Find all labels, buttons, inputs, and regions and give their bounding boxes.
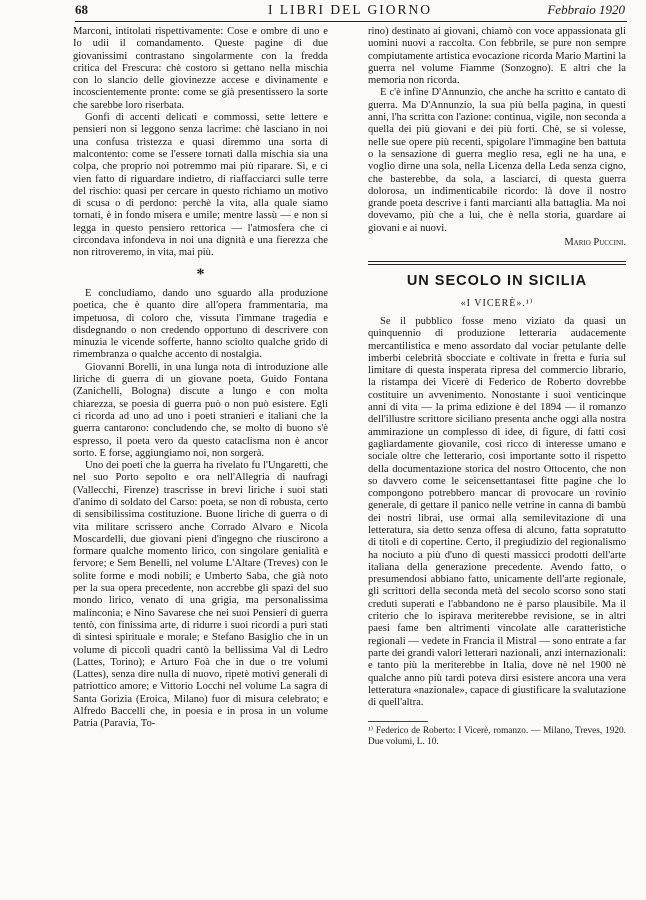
- journal-title: I LIBRI DEL GIORNO: [267, 2, 433, 17]
- paragraph: rino) destinato ai giovani, chiamò con voce appassionata gli uomini nuovi a raccolta. Con febbrile, se pure non sempre compiutamente artistica evocazione ricorda Mario Martini la guerra nel volume Fiamme (Sonzogno). E altri che la memoria non ricorda.: [368, 26, 626, 87]
- paragraph: E c'è infine D'Annunzio, che anche ha scritto e cantato di guerra. Ma D'Annunzio, la sua più bella pagina, in questi anni, l'ha scritta con l'azione: continua, vigile, non seconda a quella dei più giovani e dei più forti. Chè, se si volesse, nelle sue opere più recenti, spigolare l'immagine ben battuta o la sensazione di guerra meglio resa, egli ne ha una, e voglio dirne una sola, nella Licenza della Leda senza cigno, che basterebbe, da sola, a lasciarci, di questa guerra dolorosa, un indimenticabile ricordo: là dove il nostro grande poeta descrive i fanti marcianti alla battaglia. Ma noi dovevamo, più che a lui, che è nella storia, guardare ai giovani e ai nuovi.: [368, 87, 626, 234]
- footnote: ¹⁾ Federico de Roberto: I Vicerè, romanzo. — Milano, Treves, 1920. Due volumi, L. 10.: [368, 726, 626, 748]
- paragraph: Giovanni Borelli, in una lunga nota di introduzione alle liriche di guerra di un giovane poeta, Guido Fontana (Zanichelli, Bologna) discute a lungo e con molta chiarezza, se poesia di guerra può o non può esistere. Egli ci ricorda ad uno ad uno i poeti stranieri e italiani che la guerra cantarono: concludendo che, se molto di buono s'è espresso, il poeta vero da questo cataclisma non è ancor sorto. E forse, aggiungiamo noi, non sorgerà.: [73, 361, 328, 459]
- right-column: [368, 26, 626, 748]
- paragraph: Se il pubblico fosse meno viziato da quasi un quinquennio di produzione letteraria audacemente mercantilistica e meno assordato dal vociar petulante delle imberbi celebrità sbocciate e coltivate in fretta e furia sul limitare di questa insperata ripresa del commercio librario, la ristampa dei Vicerè di Federico de Roberto dovrebbe costituire un avvenimento. Nonostante i suoi venticinque anni di vita — la prima edizione è del 1894 — il romanzo dell'illustre scrittore siciliano presenta anche oggi alla nostra ammirazione un complesso di idee, di figure, di fatti così gagliardamente giovanile, così ricco di interesse umano e sociale oltre che letterario, così importante sotto il rispetto della documentazione storica del nostro Ottocento, che non so davvero come le seicensettantasei fitte pagine che lo compongono potrebbero mancar di provocare un rovinio generale, di gettare il panico nelle vetrine in canna di bambù dei nostri librai, use ormai alla semilevitazione di una letteratura, sia detto senza offesa di alcuno, fatta sopratutto di titoli e di copertine. Certo, il pregiudizio del regionalismo ha nociuto a più d'uno di questi massicci prodotti dell'arte italiana della generazione precedente. Avendo fatto, o presumendosi abbiano fatto, unicamente dell'arte regionale, gli scrittori della seconda metà del secolo scorso sono stati creduti superati e l'abbandono ne è parso plausibile. Ma il criterio che lo ispirava meriterebbe revisione, se in altri paesi fame ben altrimenti vincolate alle caratteristiche regionali — vedete in Francia il Mistral — sono entrate a far parte dei grandi valori letterari nazionali, anzi internazionali: e tanto più la meriterebbe in Italia, dove nè nel 1900 nè qualche anno più tardi poteva dirsi esistere ancora una vera letteratura «nazionale», capace di giustificare la svalutazione di quell'altra.: [368, 315, 626, 709]
- section-subheading: «I VICERÈ».¹⁾: [460, 297, 534, 309]
- page-header: [75, 2, 625, 22]
- header-rule: [75, 21, 627, 22]
- left-column: [73, 26, 328, 731]
- section-heading: UN SECOLO IN SICILIA: [406, 273, 588, 290]
- page-number: 68: [75, 2, 88, 17]
- author-signature: Mario Puccini.: [564, 237, 626, 249]
- paragraph: E concludiamo, dando uno sguardo alla produzione poetica, che è quanto dire all'opera frammentaria, ma impetuosa, di coloro che, vissuta l'immane tragedia e disdegnando o non credendo opportuno di descrivere con minuzia le vicende sofferte, hanno sciolto qualche grido di rimembranza o qualche accento di nostalgia.: [73, 287, 328, 361]
- issue-date: Febbraio 1920: [547, 2, 625, 17]
- section-rule: [368, 261, 626, 262]
- footnote-rule: [368, 721, 428, 722]
- paragraph: Uno dei poeti che la guerra ha rivelato fu l'Ungaretti, che nel suo Porto sepolto e ora nell'Allegria di naufragi (Vallecchi, Firenze) trascrisse in brevi liriche i suoi stati d'animo di soldato del Carso: poeta, se non di robusta, certo di sensibilissima costituzione. Buone liriche di guerra o di vita militare scrissero anche Corrado Alvaro e Nicola Moscardelli, due giovani pieni d'ingegno che riuscirono a formare qualche momento lirico, con singolare genialità e fervore; e Sem Benelli, nel volume L'Altare (Treves) con le solite forme e modi nobili; e Umberto Saba, che già noto per la sua opera precedente, non accrebbe gli spazi del suo mondo lirico, venato di una grigia, ma personalissima malinconia; e Nino Savarese che nei suoi Pensieri di guerra tentò, con finissima arte, di ridurre i suoi ricordi a puri stati di sintesi spirituale e morale; e Stefano Basiglio che in un volume di piccoli quadri cantò la bellissima Val di Ledro (Lattes, Torino); e Arturo Foà che in due o tre volumi (Lattes), senza dire nulla di nuovo, ripetè motivi generali di patriottico amore; e Vittorio Locchi nel volume La sagra di Santa Gorizia (Eroica, Milano) fuor di misura celebrato; e Alfredo Baccelli che, in poesia e in prosa in un volume Patria (Paravia, To-: [73, 460, 328, 730]
- paragraph: Marconi, intitolati rispettivamente: Cose e ombre di uno e Io udii il comandamento. Queste pagine di due giovanissimi contrastano singolarmente con la fredda critica del Frescura: chè costoro si gettano nella mischia con lo slancio delle giovinezze accese e divinamente e incoscientemente pronte: come se già presentissero la sorte che sarebbe loro riserbata.: [73, 26, 328, 111]
- paragraph: Gonfi di accenti delicati e commossi, sette lettere e pensieri non si leggono senza lacrime: chè lasciano in noi una confusa tristezza e quasi diremmo una sorta di malcontento: come se l'essere tornati dalla mischia sia una colpa, che proprio noi potremmo mai più riparare. Sì, e ci vien fatto di riguardare indietro, di riaffacciarci sulle terre del rischio: quasi per cercare in questo richiamo un motivo di scusa o di perdono: perchè la vita, alla quale siamo tornati, è in fondo misera e umile; mentre lassù — e non si legga in questo pensiero rettorica — l'atmosfera che ci circondava infondeva in noi una dignità e una fierezza che non ritroveremo, in vita, mai più.: [73, 112, 328, 259]
- section-rule: [368, 264, 626, 265]
- section-divider-asterisk: *: [196, 265, 205, 283]
